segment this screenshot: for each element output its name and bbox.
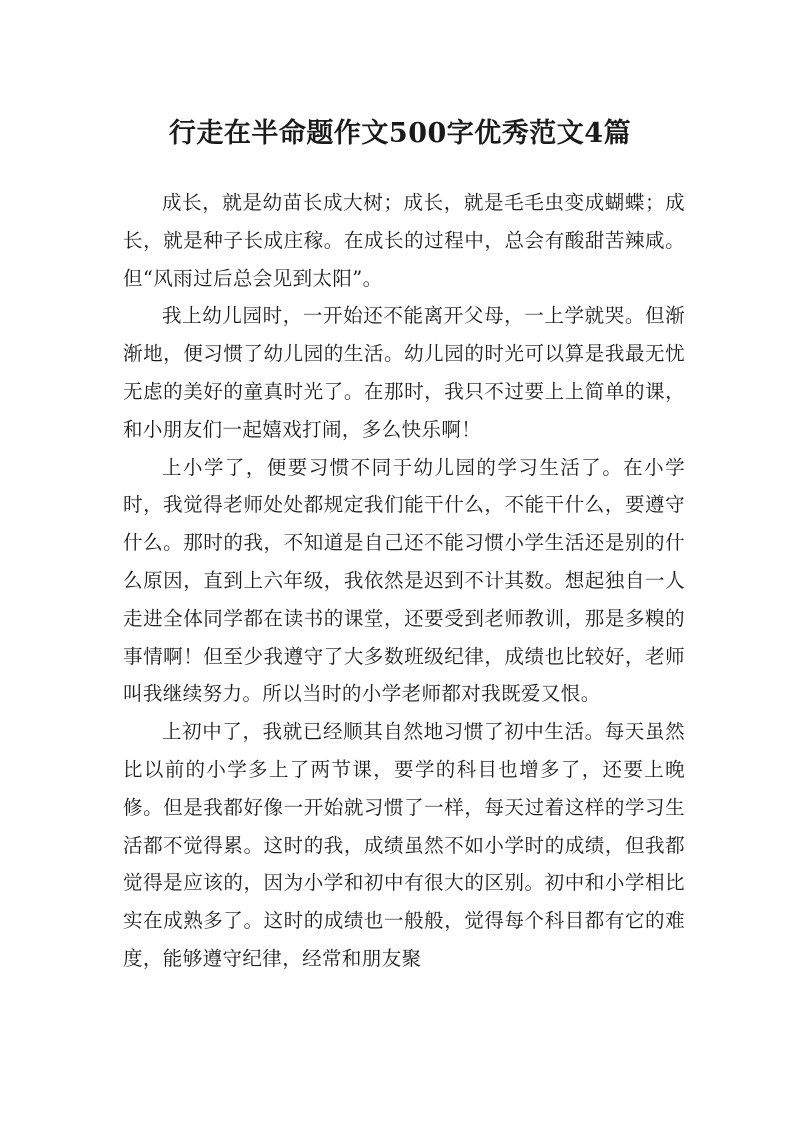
paragraph-2: 我上幼儿园时，一开始还不能离开父母，一上学就哭。但渐渐地，便习惯了幼儿园的生活。幼儿园的时光可以算是我最无忧无虑的美好的童真时光了。在那时，我只不过要上上简单的课，和小朋友们一起嬉戏打闹，多么快乐啊！	[123, 304, 685, 441]
document-title: 行走在半命题作文500字优秀范文4篇	[168, 118, 632, 150]
paragraph-3: 上小学了，便要习惯不同于幼儿园的学习生活了。在小学时，我觉得老师处处都规定我们能干什么，不能干什么，要遵守什么。那时的我，不知道是自己还不能习惯小学生活还是别的什么原因，直到上六年级，我依然是迟到不计其数。想起独自一人走进全体同学都在读书的课堂，还要受到老师教训，那是多糗的事情啊！但至少我遵守了大多数班级纪律，成绩也比较好，老师叫我继续努力。所以当时的小学老师都对我既爱又恨。	[123, 455, 685, 706]
paragraph-4: 上初中了，我就已经顺其自然地习惯了初中生活。每天虽然比以前的小学多上了两节课，要学的科目也增多了，还要上晚修。但是我都好像一开始就习惯了一样，每天过着这样的学习生活都不觉得累。这时的我，成绩虽然不如小学时的成绩，但我都觉得是应该的，因为小学和初中有很大的区别。初中和小学相比实在成熟多了。这时的成绩也一般般，觉得每个科目都有它的难度，能够遵守纪律，经常和朋友聚	[123, 720, 685, 970]
paragraph-1: 成长，就是幼苗长成大树；成长，就是毛毛虫变成蝴蝶；成长，就是种子长成庄稼。在成长的过程中，总会有酸甜苦辣咸。但“风雨过后总会见到太阳”。	[123, 191, 685, 290]
document-body	[123, 184, 685, 978]
